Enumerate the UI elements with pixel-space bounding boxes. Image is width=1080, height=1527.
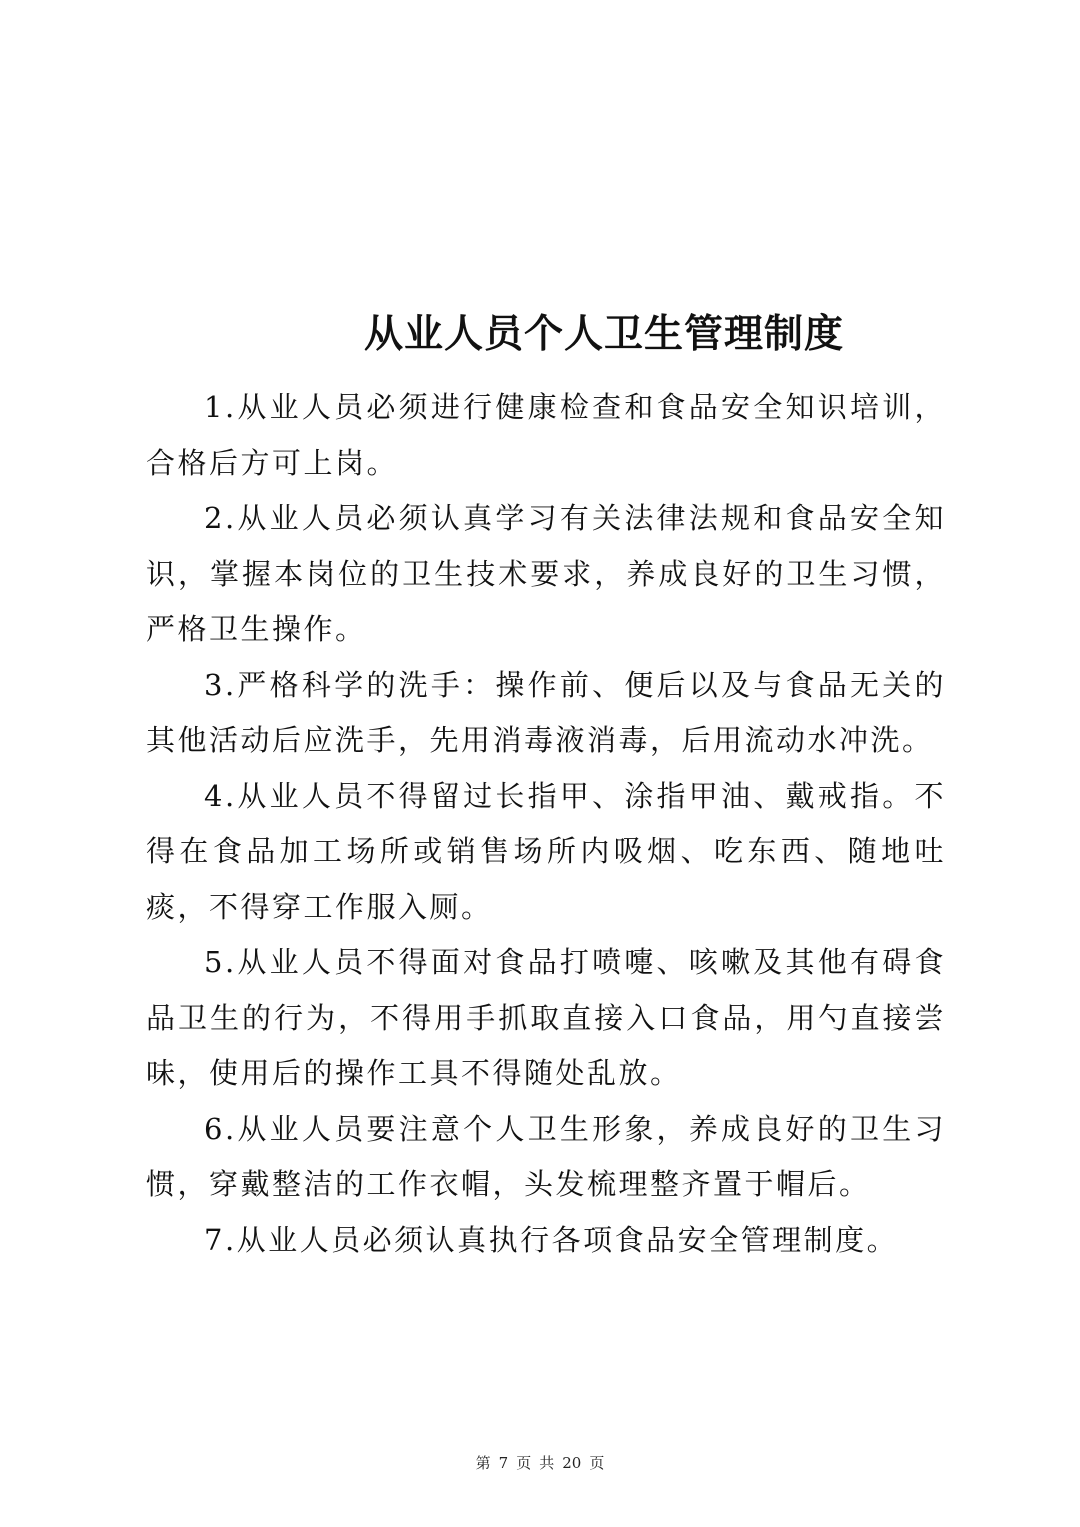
footer-page-word: 页 <box>516 1454 532 1472</box>
footer-total-pages: 20 <box>562 1454 582 1472</box>
page-footer <box>0 1453 1080 1473</box>
footer-total-prefix: 共 <box>539 1454 555 1472</box>
document-body <box>146 380 946 1268</box>
paragraph-1: 1.从业人员必须进行健康检查和食品安全知识培训，合格后方可上岗。 <box>146 390 946 480</box>
paragraph-6: 6.从业人员要注意个人卫生形象，养成良好的卫生习惯，穿戴整洁的工作衣帽，头发梳理整齐置于帽后。 <box>146 1111 946 1201</box>
paragraph-5: 5.从业人员不得面对食品打喷嚏、咳嗽及其他有碍食品卫生的行为，不得用手抓取直接入口食品，用勺直接尝味，使用后的操作工具不得随处乱放。 <box>146 945 946 1090</box>
paragraph-7: 7.从业人员必须认真执行各项食品安全管理制度。 <box>204 1222 899 1257</box>
paragraph-4: 4.从业人员不得留过长指甲、涂指甲油、戴戒指。不得在食品加工场所或销售场所内吸烟、吃东西、随地吐痰，不得穿工作服入厕。 <box>146 778 946 924</box>
paragraph-2: 2.从业人员必须认真学习有关法律法规和食品安全知识，掌握本岗位的卫生技术要求，养成良好的卫生习惯，严格卫生操作。 <box>146 501 946 646</box>
paragraph-3: 3.严格科学的洗手：操作前、便后以及与食品无关的其他活动后应洗手，先用消毒液消毒，后用流动水冲洗。 <box>146 667 946 757</box>
footer-suffix: 页 <box>589 1454 605 1472</box>
page-title: 从业人员个人卫生管理制度 <box>363 311 844 357</box>
footer-current-page: 7 <box>498 1454 509 1472</box>
footer-prefix: 第 <box>475 1454 491 1472</box>
